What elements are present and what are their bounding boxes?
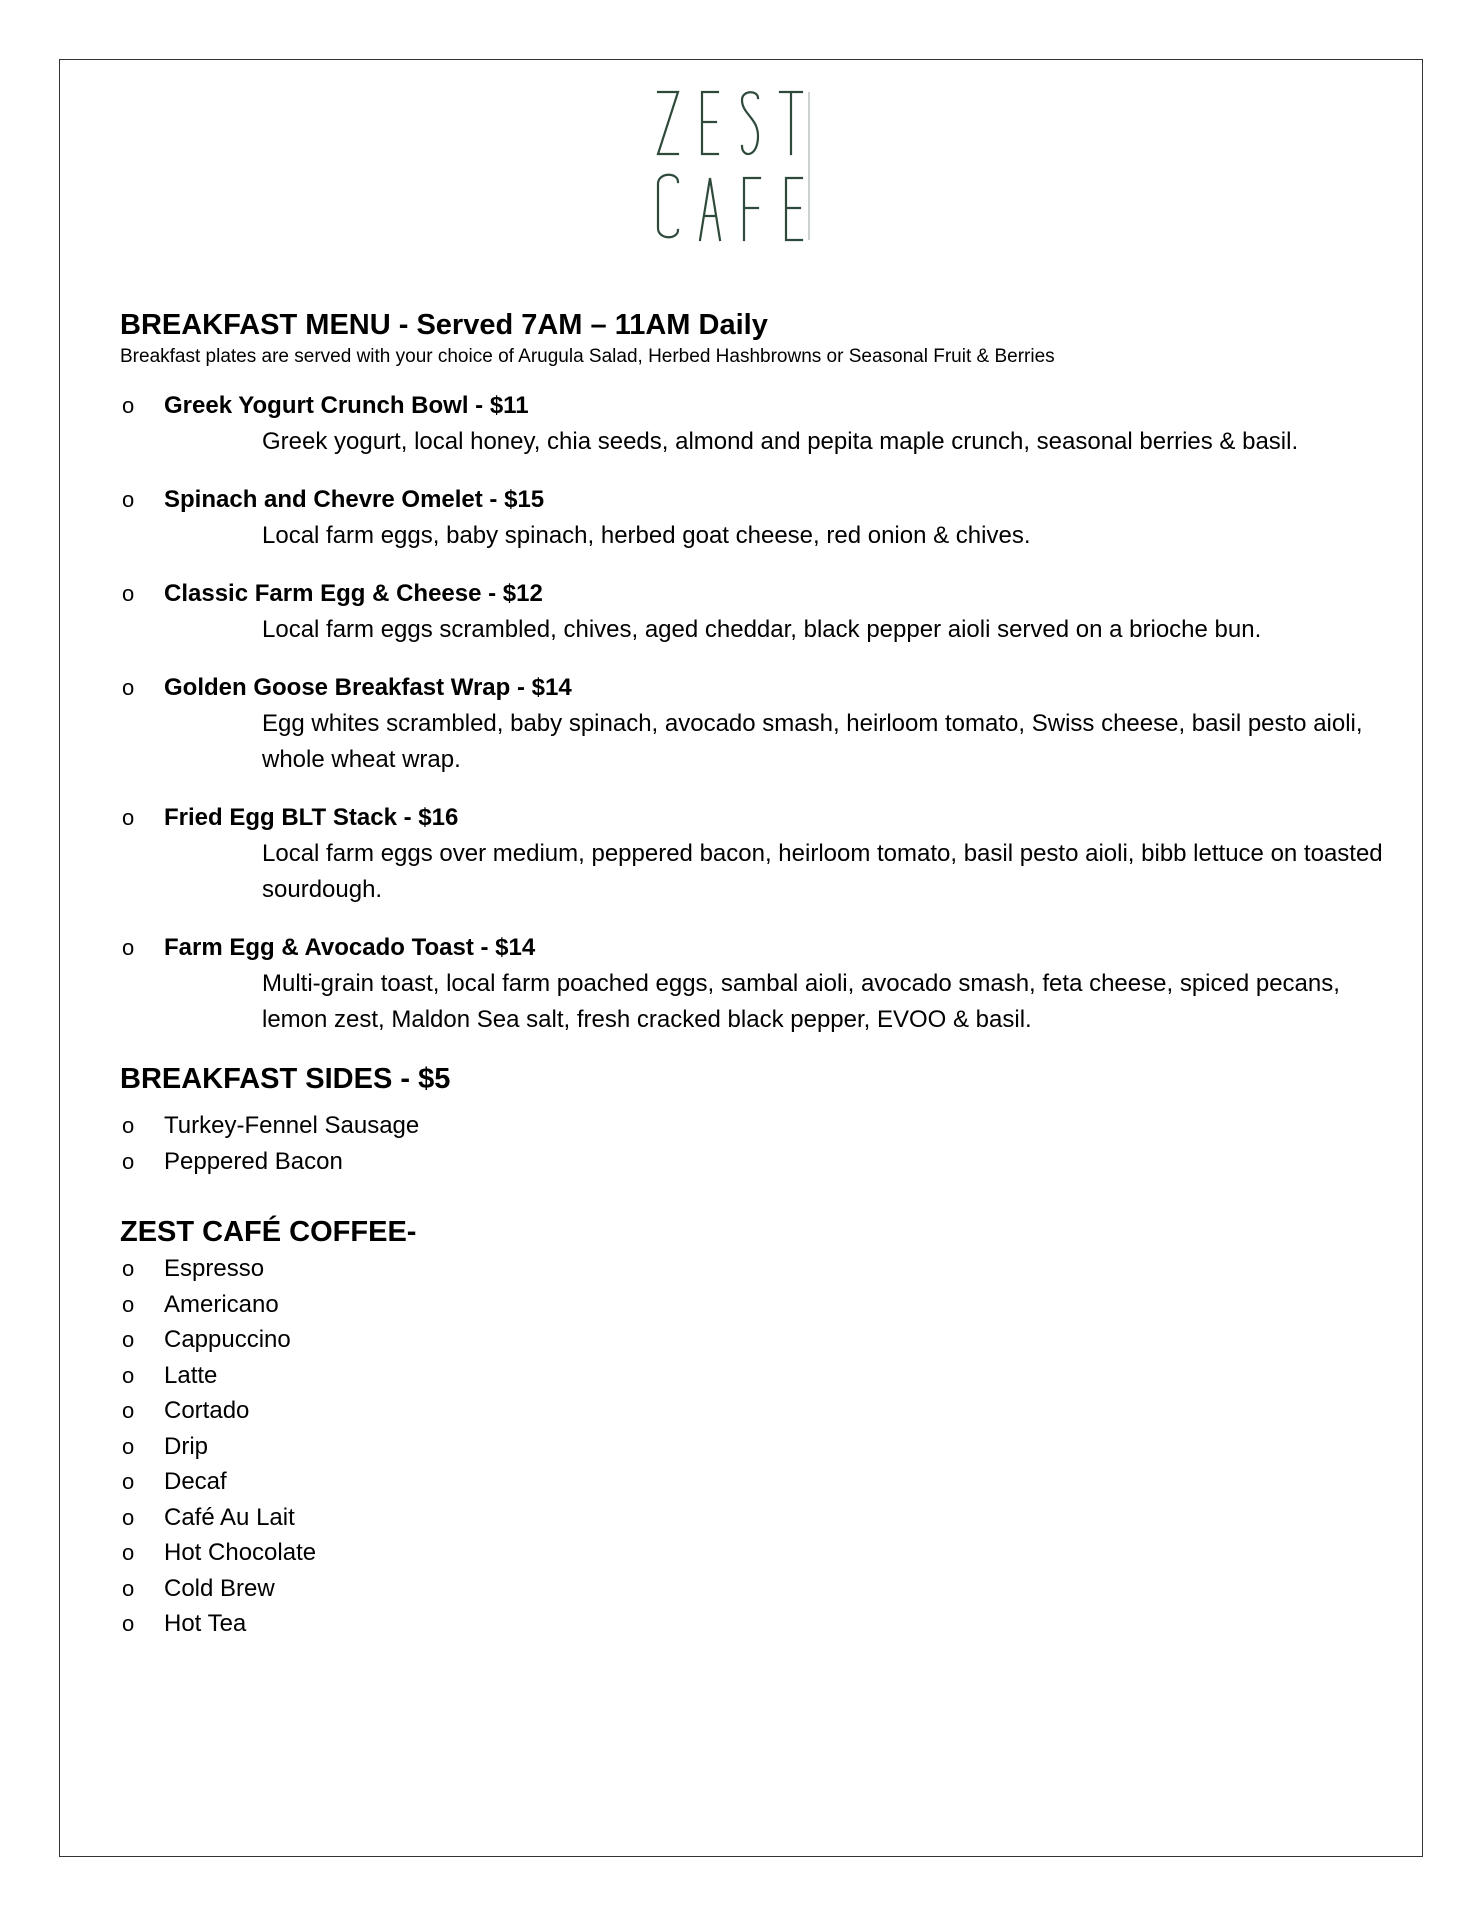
list-item	[120, 1571, 1400, 1607]
menu-content	[120, 306, 1400, 1642]
coffee-item-label: Cortado	[164, 1397, 250, 1424]
bullet-icon: o	[122, 1398, 135, 1423]
menu-item-name: Spinach and Chevre Omelet - $15	[164, 486, 545, 513]
coffee-item-label: Cold Brew	[164, 1574, 275, 1602]
bullet-icon: o	[122, 675, 135, 700]
bullet-icon: o	[122, 581, 135, 606]
coffee-item-label: Drip	[164, 1432, 209, 1460]
menu-item	[120, 482, 1400, 554]
zest-cafe-logo	[652, 88, 812, 246]
bullet-icon: o	[122, 1575, 135, 1601]
breakfast-subtitle: Breakfast plates are served with your choice of Arugula Salad, Herbed Hashbrowns or Seasonal Fruit & Berries	[120, 346, 1055, 367]
coffee-item-label: Café Au Lait	[164, 1503, 295, 1531]
bullet-icon: o	[122, 1611, 135, 1636]
bullet-icon: o	[122, 1362, 135, 1388]
menu-item-description: Egg whites scrambled, baby spinach, avocado smash, heirloom tomato, Swiss cheese, basil pesto aioli, whole wheat wrap.	[262, 710, 1363, 773]
coffee-item-label: Cappuccino	[164, 1326, 291, 1353]
list-item	[120, 1358, 1400, 1394]
list-item	[120, 1535, 1400, 1571]
coffee-title: ZEST CAFÉ COFFEE-	[120, 1216, 417, 1248]
bullet-icon: o	[122, 1504, 135, 1530]
coffee-item-label: Espresso	[164, 1255, 265, 1282]
menu-item-description: Local farm eggs scrambled, chives, aged cheddar, black pepper aioli served on a brioche bun.	[262, 616, 1262, 643]
menu-item-description: Local farm eggs over medium, peppered bacon, heirloom tomato, basil pesto aioli, bibb lettuce on toasted sourdough.	[262, 840, 1383, 903]
menu-item	[120, 388, 1400, 460]
menu-item-name: Fried Egg BLT Stack - $16	[164, 804, 459, 831]
coffee-item-label: Hot Chocolate	[164, 1539, 317, 1566]
side-item-label: Peppered Bacon	[164, 1147, 343, 1175]
menu-item	[120, 930, 1400, 1038]
logo-mark	[652, 88, 812, 246]
menu-item-name: Greek Yogurt Crunch Bowl - $11	[164, 392, 529, 419]
menu-item	[120, 576, 1400, 648]
list-item	[120, 1606, 1400, 1642]
menu-item-name: Farm Egg & Avocado Toast - $14	[164, 934, 536, 961]
coffee-item-label: Hot Tea	[164, 1610, 247, 1637]
list-item	[120, 1429, 1400, 1465]
coffee-item-label: Latte	[164, 1361, 218, 1389]
bullet-icon: o	[122, 1327, 135, 1352]
list-item	[120, 1393, 1400, 1429]
breakfast-sides-title: BREAKFAST SIDES - $5	[120, 1063, 451, 1095]
coffee-item-label: Americano	[164, 1290, 279, 1318]
bullet-icon: o	[122, 1540, 135, 1565]
menu-item-name: Golden Goose Breakfast Wrap - $14	[164, 674, 572, 701]
bullet-icon: o	[122, 393, 135, 418]
list-item	[120, 1322, 1400, 1358]
sides-list	[120, 1108, 1400, 1179]
bullet-icon: o	[122, 805, 135, 830]
list-item	[120, 1108, 1400, 1144]
list-item	[120, 1287, 1400, 1323]
bullet-icon: o	[122, 487, 135, 512]
menu-item-description: Greek yogurt, local honey, chia seeds, almond and pepita maple crunch, seasonal berries & basil.	[262, 428, 1299, 455]
bullet-icon: o	[122, 1256, 135, 1281]
breakfast-menu-title: BREAKFAST MENU - Served 7AM – 11AM Daily	[120, 309, 768, 341]
menu-item-description: Multi-grain toast, local farm poached eggs, sambal aioli, avocado smash, feta cheese, spiced pecans, lemon zest, Maldon Sea salt, fresh cracked black pepper, EVOO & basil.	[262, 970, 1340, 1033]
menu-item-description: Local farm eggs, baby spinach, herbed goat cheese, red onion & chives.	[262, 522, 1031, 549]
bullet-icon: o	[122, 1148, 135, 1174]
bullet-icon: o	[122, 1291, 135, 1317]
menu-item-name: Classic Farm Egg & Cheese - $12	[164, 580, 543, 607]
list-item	[120, 1500, 1400, 1536]
bullet-icon: o	[122, 1469, 135, 1494]
coffee-item-label: Decaf	[164, 1468, 227, 1495]
coffee-list	[120, 1251, 1400, 1642]
bullet-icon: o	[122, 935, 135, 960]
list-item	[120, 1464, 1400, 1500]
bullet-icon: o	[122, 1113, 135, 1138]
list-item	[120, 1144, 1400, 1180]
list-item	[120, 1251, 1400, 1287]
side-item-label: Turkey-Fennel Sausage	[164, 1112, 420, 1139]
bullet-icon: o	[122, 1433, 135, 1459]
menu-item	[120, 800, 1400, 908]
menu-item	[120, 670, 1400, 778]
